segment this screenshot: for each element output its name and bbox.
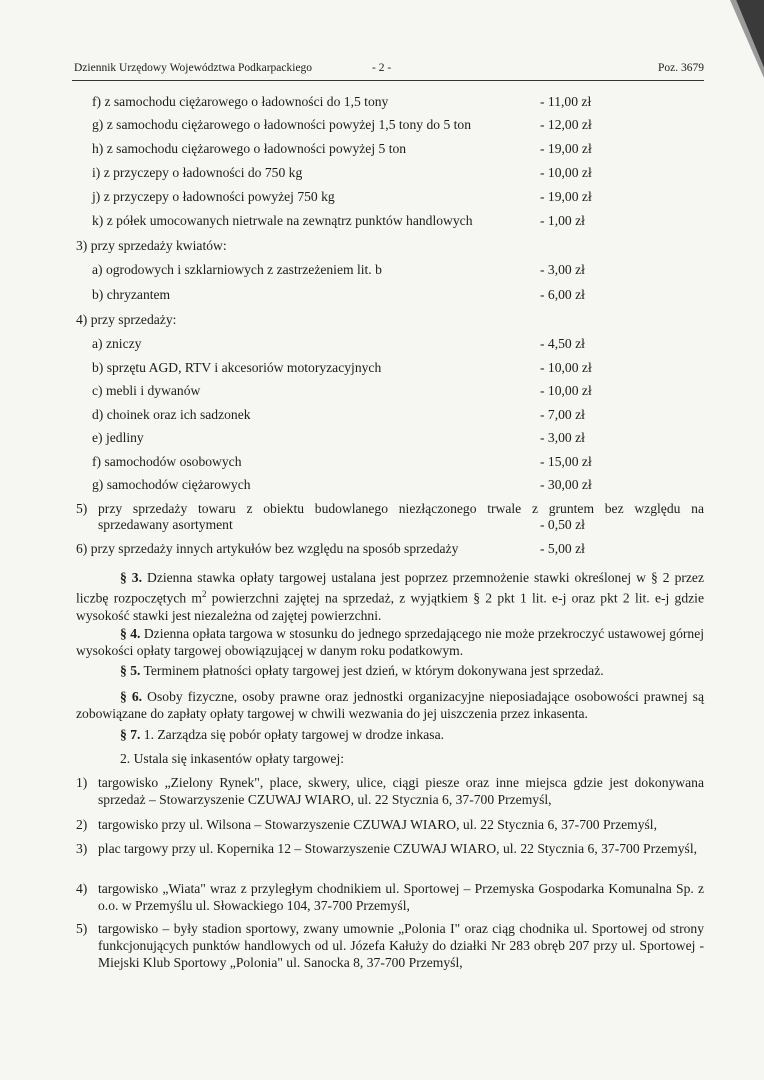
fee-item-6 [0,541,764,563]
fee-heading [0,312,764,334]
fee-label: k) z półek umocowanych nietrwale na zewnątrz punktów handlowych [92,213,473,228]
item-text: przy sprzedaży towaru z obiektu budowlanego niezłączonego trwale z gruntem bez względu na [98,501,704,516]
collector-text: targowisko – były stadion sportowy, zwany umownie „Polonia I" oraz ciąg chodnika ul. Sportowej od strony funkcjonujących punktów handlowych od ul. Józefa Kałuży do działki Nr 283 obręb 207 przy ul. Sportowej - Miejski Klub Sportowy „Polonia" ul. Sanocka 8, 37-700 Przemyśl, [98,921,704,970]
fee-row [0,407,764,429]
fee-row [0,165,764,187]
scan-shadow [714,0,764,80]
section-text: Dzienna stawka opłaty targowej ustalana jest poprzez przemnożenie stawki określonej w § 2 przez liczbę rozpoczętych m [76,570,704,606]
fee-row [0,454,764,476]
fee-label: b) chryzantem [92,287,171,302]
fee-label: i) z przyczepy o ładowności do 750 kg [92,165,303,180]
fee-row [0,213,764,235]
fee-value: - 15,00 zł [540,454,592,469]
section-3 [76,569,704,624]
collector-number: 4) [76,881,88,896]
fee-heading [0,238,764,260]
fee-label: b) sprzętu AGD, RTV i akcesoriów motoryzacyjnych [92,360,382,375]
collector-number: 2) [76,817,88,832]
collector-item [76,774,704,808]
fee-item-5-cont [0,517,764,539]
collector-item [76,840,704,857]
section-text: Dzienna opłata targowa w stosunku do jednego sprzedającego nie może przekroczyć ustawowej górnej wysokości opłaty targowej obowiązującej w danym roku podatkowym. [76,626,705,658]
collector-text: plac targowy przy ul. Kopernika 12 – Stowarzyszenie CZUWAJ WIARO, ul. 22 Stycznia 6, 37-700 Przemyśl, [98,841,698,856]
fee-label: c) mebli i dywanów [92,383,201,398]
fee-label: g) z samochodu ciężarowego o ładowności powyżej 1,5 tony do 5 ton [92,117,472,132]
page-number: - 2 - [372,62,392,74]
section-4 [76,625,704,659]
fee-heading-label: 4) przy sprzedaży: [76,312,177,327]
fee-value: - 10,00 zł [540,165,592,180]
fee-value: - 19,00 zł [540,189,592,204]
fee-label: j) z przyczepy o ładowności powyżej 750 kg [92,189,335,204]
fee-row [0,117,764,139]
fee-row [0,262,764,284]
fee-value: - 0,50 zł [540,517,585,532]
fee-heading-label: 3) przy sprzedaży kwiatów: [76,238,227,253]
fee-row [0,360,764,382]
fee-label: a) zniczy [92,336,142,351]
fee-value: - 10,00 zł [540,360,592,375]
collector-item [76,920,704,971]
collector-number: 5) [76,921,88,936]
fee-row [0,477,764,499]
superscript: 2 [202,589,207,599]
position-number: Poz. 3679 [658,62,704,74]
fee-value: - 12,00 zł [540,117,592,132]
fee-value: - 10,00 zł [540,383,592,398]
fee-value: - 5,00 zł [540,541,585,556]
fee-value: - 19,00 zł [540,141,592,156]
fee-row [0,287,764,309]
fee-label: h) z samochodu ciężarowego o ładowności powyżej 5 ton [92,141,407,156]
fee-value: - 11,00 zł [540,94,592,109]
section-5 [76,662,704,679]
collector-text: targowisko przy ul. Wilsona – Stowarzyszenie CZUWAJ WIARO, ul. 22 Stycznia 6, 37-700 Przemyśl, [98,817,657,832]
section-mark: § 4. [120,626,141,641]
page-header [74,62,704,78]
collector-number: 3) [76,841,88,856]
item-text: sprzedawany asortyment [98,517,233,532]
section-7 [76,726,704,743]
section-text: Osoby fizyczne, osoby prawne oraz jednostki organizacyjne nieposiadające osobowości prawnej są zobowiązane do zapłaty opłaty targowej w chwili wezwania do jej uiszczenia przez inkasenta. [76,689,705,721]
fee-row [0,383,764,405]
fee-value: - 4,50 zł [540,336,585,351]
fee-row [0,336,764,358]
fee-row [0,430,764,452]
section-7-point-2 [76,750,704,767]
fee-value: - 7,00 zł [540,407,585,422]
collector-item [76,880,704,914]
fee-label: f) samochodów osobowych [92,454,242,469]
section-text: Terminem płatności opłaty targowej jest dzień, w którym dokonywana jest sprzedaż. [140,663,604,678]
header-rule [72,80,704,81]
fee-row [0,94,764,116]
section-6 [76,688,704,722]
fee-label: 6) przy sprzedaży innych artykułów bez względu na sposób sprzedaży [76,541,459,556]
fee-label: f) z samochodu ciężarowego o ładowności do 1,5 tony [92,94,389,109]
fee-label: e) jedliny [92,430,144,445]
collector-text: targowisko „Wiata" wraz z przyległym chodnikiem ul. Sportowej – Przemyska Gospodarka Komunalna Sp. z o.o. w Przemyślu ul. Słowackiego 104, 37-700 Przemyśl, [98,881,704,913]
fee-label: g) samochodów ciężarowych [92,477,251,492]
section-text: 2. Ustala się inkasentów opłaty targowej: [120,751,344,766]
fee-row [0,141,764,163]
item-number: 5) [76,501,88,516]
section-mark: § 7. [120,727,141,742]
fee-value: - 1,00 zł [540,213,585,228]
journal-title: Dziennik Urzędowy Województwa Podkarpackiego [74,62,313,74]
fee-label: d) choinek oraz ich sadzonek [92,407,251,422]
section-mark: § 3. [120,570,142,585]
fee-value: - 6,00 zł [540,287,585,302]
fee-value: - 3,00 zł [540,430,585,445]
fee-row [0,189,764,211]
collector-text: targowisko „Zielony Rynek", place, skwery, ulice, ciągi piesze oraz inne miejsca gdzie jest dokonywana sprzedaż – Stowarzyszenie CZUWAJ WIARO, ul. 22 Stycznia 6, 37-700 Przemyśl, [98,775,704,807]
fee-value: - 3,00 zł [540,262,585,277]
fee-label: a) ogrodowych i szklarniowych z zastrzeżeniem lit. b [92,262,382,277]
section-text: 1. Zarządza się pobór opłaty targowej w drodze inkasa. [140,727,444,742]
section-mark: § 5. [120,663,141,678]
section-text: powierzchni zajętej na sprzedaż, z wyjątkiem § 2 pkt 1 lit. e-j oraz pkt 2 lit. e-j gdzie wysokość stawki jest niezależna od zajętej powierzchni. [76,590,704,623]
collector-number: 1) [76,775,88,790]
section-mark: § 6. [120,689,143,704]
collector-item [76,816,704,833]
fee-value: - 30,00 zł [540,477,592,492]
